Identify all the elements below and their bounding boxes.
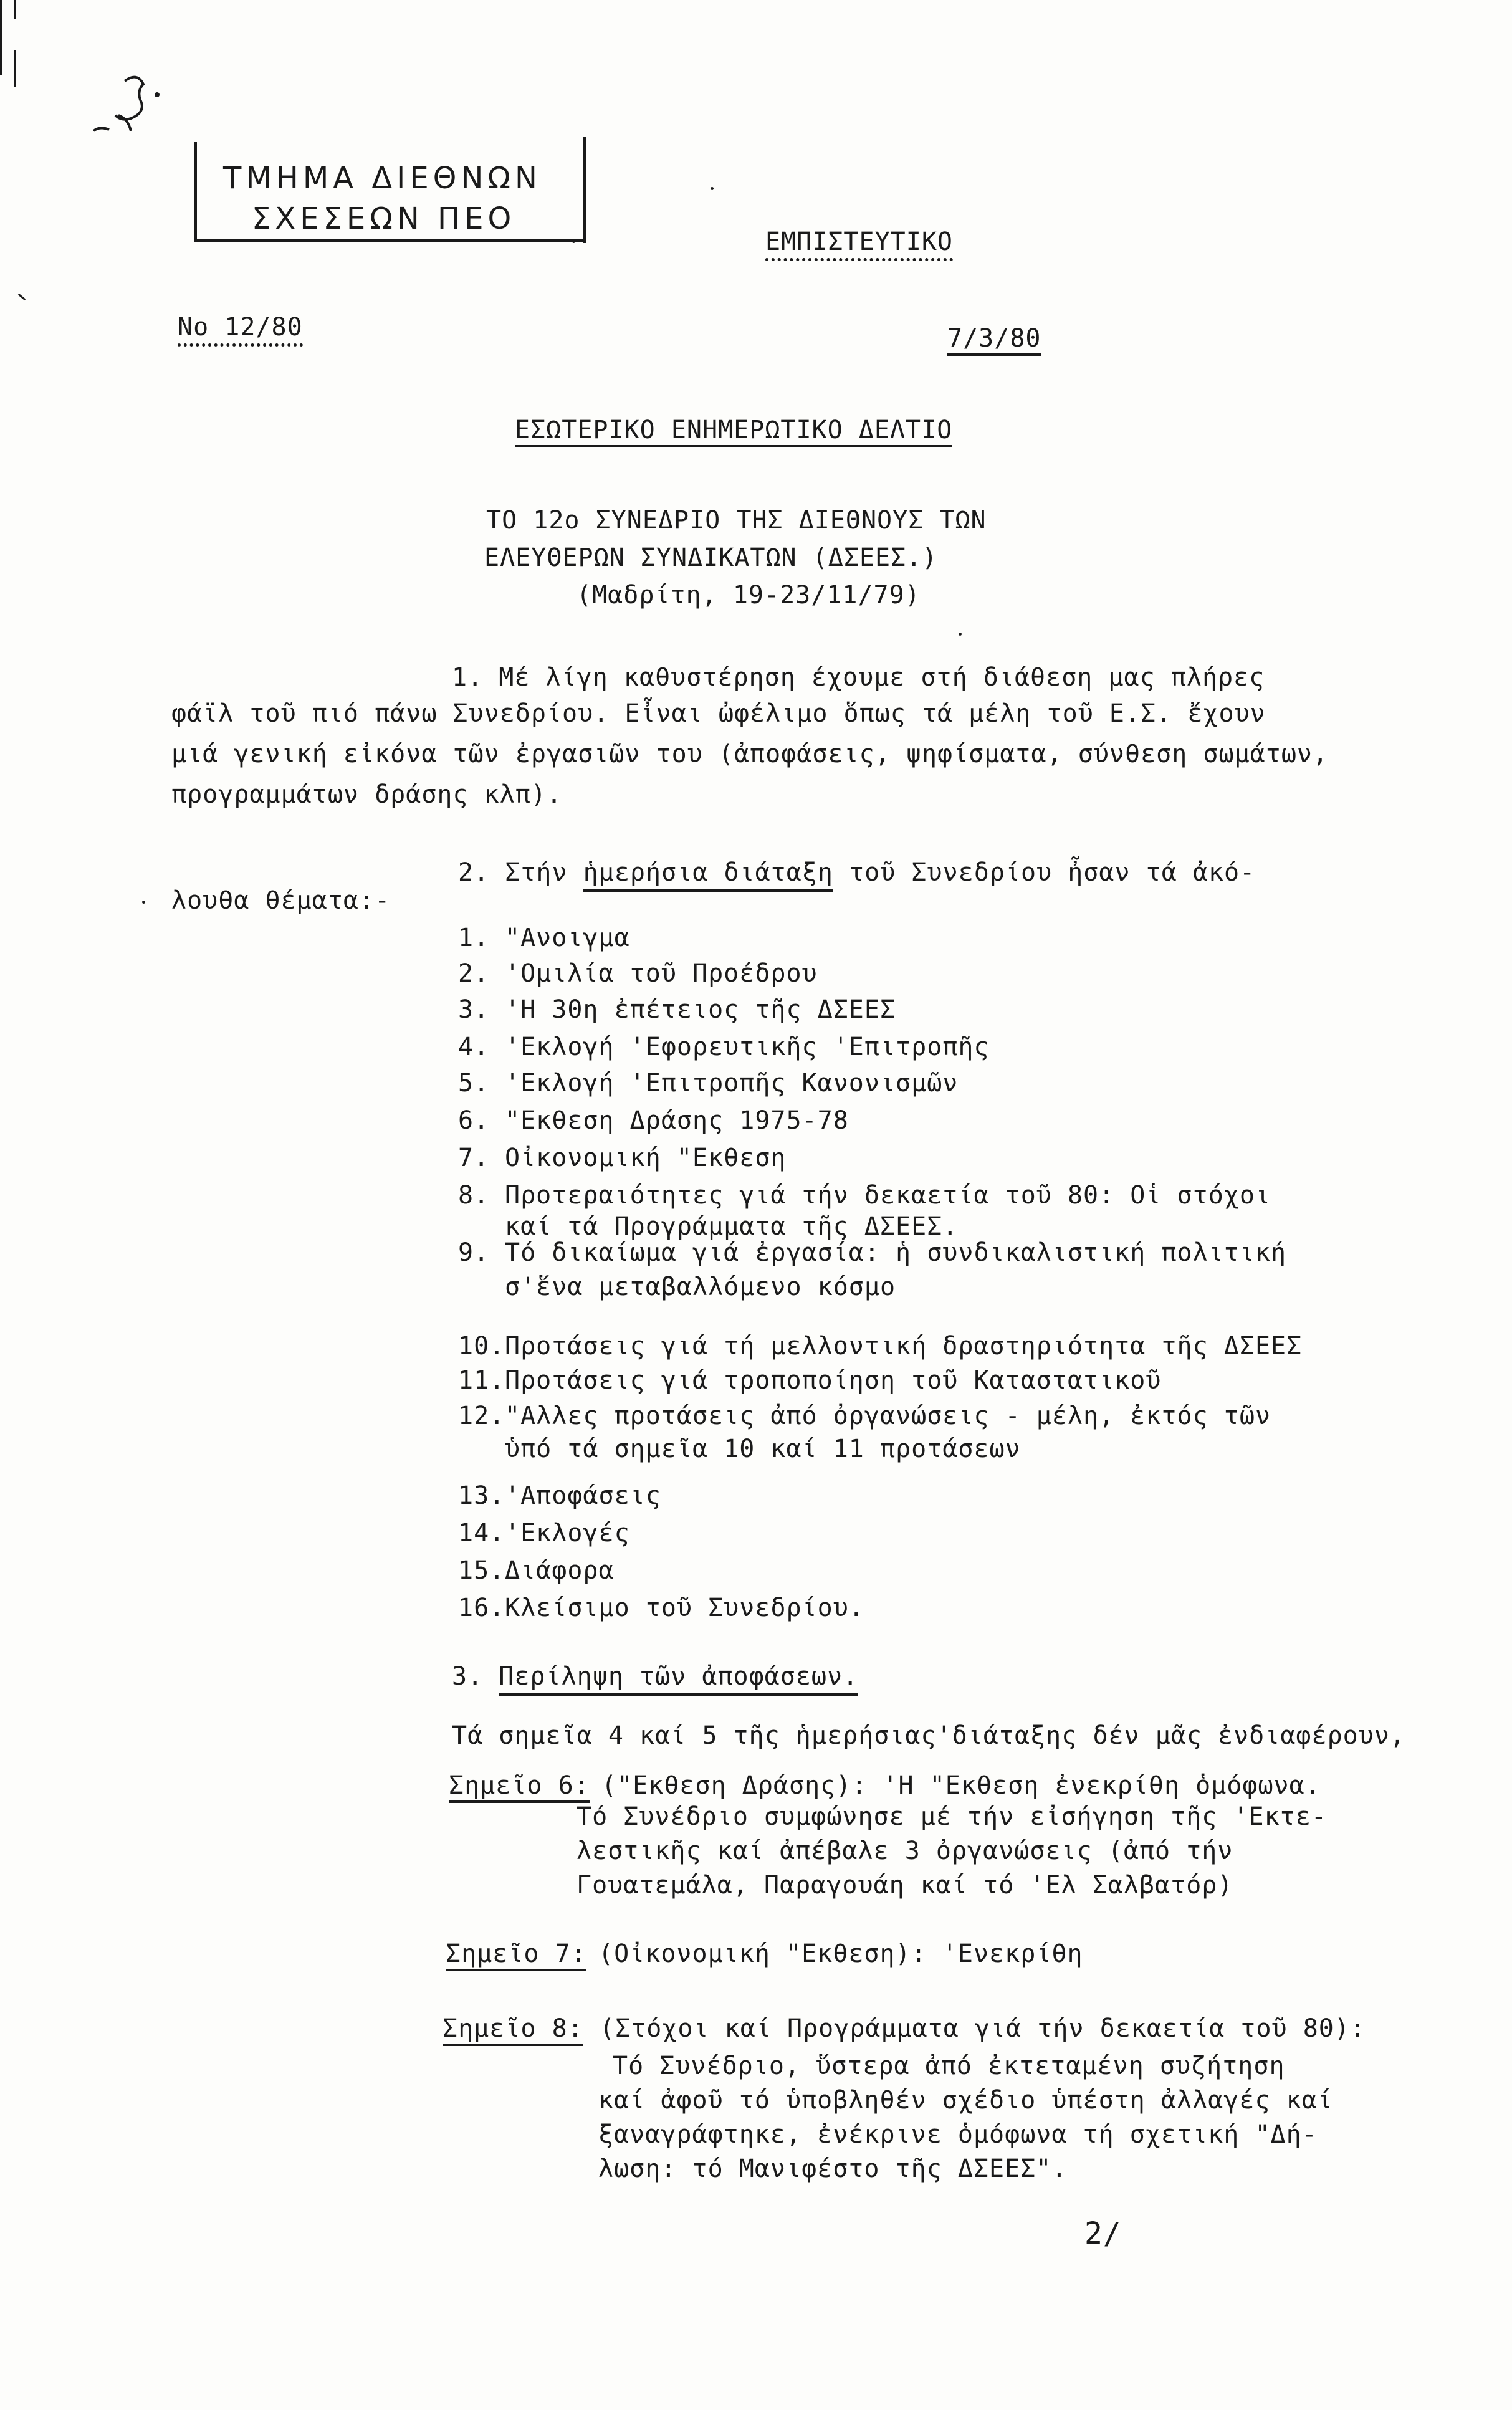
agenda-item-text: 'Αποφάσεις [505, 1481, 661, 1510]
agenda-item-number: 4. [458, 1033, 490, 1061]
agenda-item-text: "Εκθεση Δράσης 1975-78 [505, 1106, 849, 1135]
agenda-item-number: 8. [458, 1181, 490, 1210]
point6-line-2: Τό Συνέδριο συμφώνησε μέ τήν εἰσήγηση τῆς 'Εκτε- [577, 1802, 1327, 1831]
agenda-item-number: 15. [458, 1556, 505, 1585]
agenda-item-text: 'Η 30η ἐπέτειος τῆς ΔΣΕΕΣ [505, 995, 896, 1024]
subject-line-3: (Μαδρίτη, 19-23/11/79) [577, 581, 921, 610]
scan-edge-mark [18, 294, 26, 300]
agenda-item-text: Τό δικαίωμα γιά ἐργασία: ἡ συνδικαλιστική πολιτική [505, 1238, 1287, 1267]
agenda-item-continuation: καί τά Προγράμματα τῆς ΔΣΕΕΣ. [505, 1212, 959, 1241]
point6-label: Σημεῖο 6: [449, 1773, 590, 1803]
agenda-item-text: Κλείσιμο τοῦ Συνεδρίου. [505, 1594, 864, 1622]
speck [959, 633, 962, 636]
document-date: 7/3/80 [947, 326, 1041, 356]
point6-line-3: λεστικῆς καί ἀπέβαλε 3 ὀργανώσεις (ἀπό τήν [577, 1837, 1233, 1865]
handwritten-initials [87, 62, 175, 143]
para2-number: 2. Στήν [458, 858, 568, 887]
section3-intro: Τά σημεῖα 4 καί 5 τῆς ἡμερήσιας'διάταξης δέν μᾶς ἐνδιαφέρουν, [452, 1721, 1406, 1750]
para1-line-1: 1. Μέ λίγη καθυστέρηση έχουμε στή διάθεση μας πλήρες [452, 663, 1265, 692]
department-stamp [194, 142, 584, 242]
agenda-item-number: 6. [458, 1106, 490, 1135]
agenda-item-text: 'Εκλογή 'Εφορευτικῆς 'Επιτροπῆς [505, 1033, 990, 1061]
agenda-item-number: 7. [458, 1144, 490, 1172]
agenda-item-number: 1. [458, 924, 490, 952]
section3-number: 3. [452, 1662, 484, 1691]
para1-line-3: μιά γενική εἰκόνα τῶν ἐργασιῶν του (ἀποφάσεις, ψηφίσματα, σύνθεση σωμάτων, [171, 740, 1329, 768]
agenda-item-text: Προτάσεις γιά τή μελλοντική δραστηριότητα τῆς ΔΣΕΕΣ [505, 1332, 1303, 1360]
point7-label: Σημεῖο 7: [446, 1941, 586, 1971]
agenda-item-number: 11. [458, 1366, 505, 1395]
agenda-item-continuation: ὑπό τά σημεῖα 10 καί 11 προτάσεων [505, 1435, 1021, 1463]
agenda-item-number: 14. [458, 1519, 505, 1547]
speck [142, 901, 145, 904]
scan-edge-mark [0, 0, 2, 75]
subject-line-1: ΤΟ 12ο ΣΥΝΕΔΡΙΟ ΤΗΣ ΔΙΕΘΝΟΥΣ ΤΩΝ [486, 506, 987, 535]
para2-line-1 [458, 860, 1255, 885]
point8-line-1: (Στόχοι καί Προγράμματα γιά τήν δεκαετία τοῦ 80): [600, 2014, 1366, 2043]
page-number: 2/ [1084, 2216, 1122, 2251]
point7-line-1: (Οἰκονομική "Εκθεση): 'Ενεκρίθη [598, 1939, 1083, 1968]
classification-label: ΕΜΠΙΣΤΕΥΤΙΚΟ [765, 229, 953, 261]
point8-label: Σημεῖο 8: [443, 2016, 583, 2046]
agenda-item-number: 13. [458, 1481, 505, 1510]
section3-heading-line [452, 1664, 858, 1689]
scan-edge-mark [14, 0, 16, 19]
stamp-line-1: ΤΜΗΜΑ ΔΙΕΘΝΩΝ [223, 161, 542, 196]
agenda-item-number: 10. [458, 1332, 505, 1360]
agenda-item-text: Προτάσεις γιά τροποποίηση τοῦ Καταστατικοῦ [505, 1366, 1162, 1395]
para1-line-4: προγραμμάτων δράσης κλπ). [171, 780, 563, 809]
agenda-item-number: 2. [458, 959, 490, 988]
stamp-line-2: ΣΧΕΣΕΩΝ ΠΕΟ [252, 201, 516, 236]
agenda-item-text: 'Ομιλία τοῦ Προέδρου [505, 959, 818, 988]
para1-line-2: φάϊλ τοῦ πιό πάνω Συνεδρίου. Εἶναι ὠφέλιμο ὅπως τά μέλη τοῦ Ε.Σ. ἔχουν [171, 699, 1266, 728]
agenda-item-text: Οἰκονομική "Εκθεση [505, 1144, 787, 1172]
agenda-item-number: 9. [458, 1238, 490, 1267]
bulletin-title: ΕΣΩΤΕΡΙΚΟ ΕΝΗΜΕΡΩΤΙΚΟ ΔΕΛΤΙΟ [515, 418, 952, 447]
section3-heading: Περίληψη τῶν ἀποφάσεων. [499, 1662, 858, 1696]
point8-line-3: καί ἀφοῦ τό ὑποβληθέν σχέδιο ὑπέστη ἀλλαγές καί [598, 2086, 1333, 2115]
para2-rest: τοῦ Συνεδρίου ἦσαν τά ἀκό- [849, 858, 1256, 887]
agenda-item-text: Προτεραιότητες γιά τήν δεκαετία τοῦ 80: Οἱ στόχοι [505, 1181, 1271, 1210]
agenda-item-continuation: σ'ἕνα μεταβαλλόμενο κόσμο [505, 1273, 896, 1301]
scan-edge-mark [14, 50, 16, 87]
agenda-item-text: Διάφορα [505, 1556, 615, 1585]
point6-line-4: Γουατεμάλα, Παραγουάη καί τό 'Ελ Σαλβατόρ) [577, 1871, 1233, 1900]
agenda-item-number: 12. [458, 1402, 505, 1430]
subject-line-2: ΕΛΕΥΘΕΡΩΝ ΣΥΝΔΙΚΑΤΩΝ (ΔΣΕΕΣ.) [484, 543, 938, 572]
agenda-item-text: 'Εκλογή 'Επιτροπῆς Κανονισμῶν [505, 1069, 959, 1097]
agenda-item-text: "Αλλες προτάσεις ἀπό ὀργανώσεις - μέλη, ἐκτός τῶν [505, 1402, 1271, 1430]
point8-line-2: Τό Συνέδριο, ὕστερα ἀπό ἐκτεταμένη συζήτηση [613, 2052, 1285, 2080]
agenda-item-number: 16. [458, 1594, 505, 1622]
agenda-item-number: 3. [458, 995, 490, 1024]
point8-line-4: ξαναγράφτηκε, ἐνέκρινε ὁμόφωνα τή σχετική "Δή- [598, 2120, 1318, 2149]
point8-line-5: λωση: τό Μανιφέστο τῆς ΔΣΕΕΣ". [598, 2154, 1068, 2183]
speck [572, 240, 575, 243]
agenda-item-text: 'Εκλογές [505, 1519, 630, 1547]
document-number: Νο 12/80 [178, 315, 303, 347]
para2-line-2: λουθα θέματα:- [171, 886, 391, 915]
agenda-heading: ἡμερήσια διάταξη [583, 858, 833, 892]
point6-line-1: ("Εκθεση Δράσης): 'Η "Εκθεση ἐνεκρίθη ὁμόφωνα. [601, 1771, 1321, 1800]
agenda-item-text: "Ανοιγμα [505, 924, 630, 952]
speck [711, 187, 714, 190]
agenda-item-number: 5. [458, 1069, 490, 1097]
